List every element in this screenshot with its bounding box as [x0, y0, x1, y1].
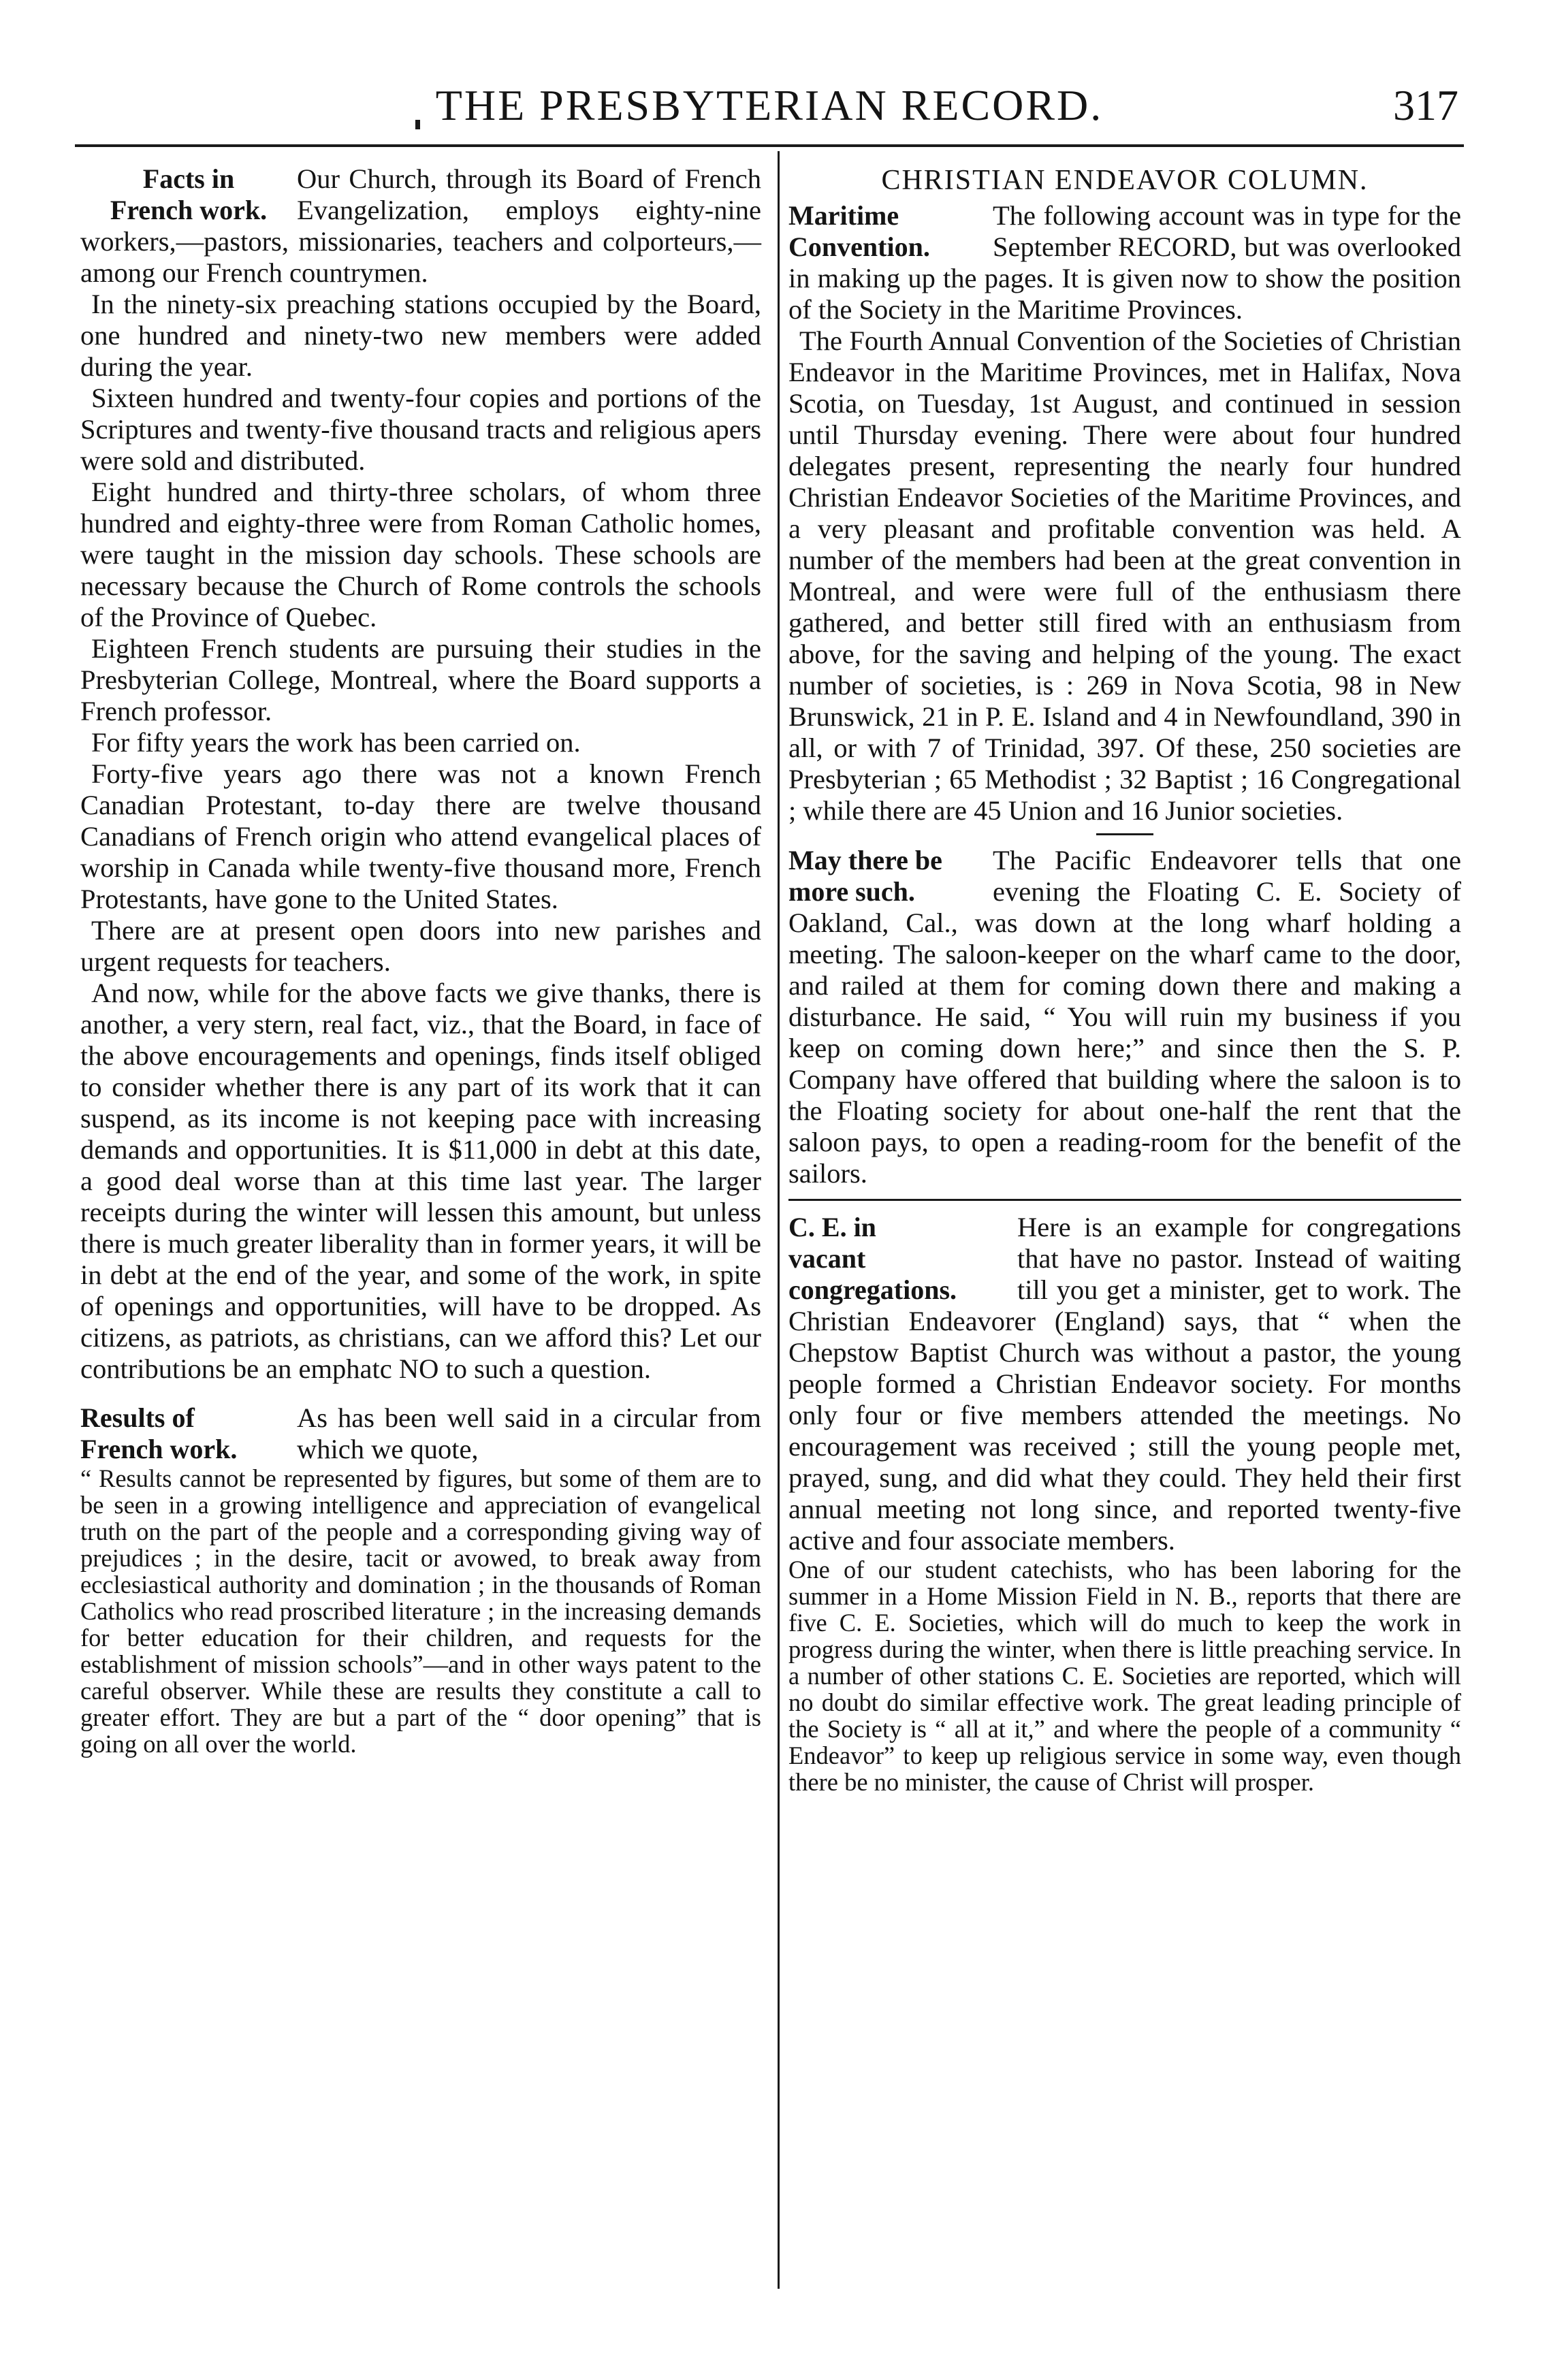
- page-number: 317: [1393, 81, 1458, 129]
- paragraph: The Fourth Annual Convention of the Societies of Christian Endeavor in the Maritime Provinces, met in Halifax, Nova Scotia, on Tuesday, 1st August, and continued in session until Thursday evening. There were about four hundred delegates present, representing the nearly four hundred Christian Endeavor Societies of the Maritime Provinces, and a very pleasant and profitable convention was held. A number of the members had been at the great convention in Montreal, and were were full of the enthusiasm there gathered, and better still fired with an enthusiasm from above, for the saving and helping of the young. The exact number of societies, is : 269 in Nova Scotia, 98 in New Brunswick, 21 in P. E. Island and 4 in Newfoundland, 390 in all, or with 7 of Trinidad, 397. Of these, 250 societies are Presbyterian ; 65 Methodist ; 32 Baptist ; 16 Congregational ; while there are 45 Union and 16 Junior societies.: [788, 325, 1461, 826]
- section-gap: [80, 1385, 761, 1402]
- side-heading: [788, 845, 993, 907]
- article-facts-in-french-work: [80, 163, 761, 1385]
- paragraph: There are at present open doors into new parishes and urgent requests for teachers.: [80, 915, 761, 977]
- side-heading: [80, 1402, 297, 1465]
- side-heading-line: French work.: [80, 1434, 238, 1464]
- paragraph: In the ninety-six preaching stations occupied by the Board, one hundred and ninety-two new members were added during the year.: [80, 289, 761, 382]
- article-may-there-be-more-such: [788, 845, 1461, 1189]
- article-results-of-french-work: [80, 1402, 761, 1757]
- left-column: [80, 163, 761, 1757]
- printer-mark: [415, 120, 420, 129]
- section-rule: [788, 1199, 1461, 1201]
- paragraph: And now, while for the above facts we give thanks, there is another, a very stern, real fact, viz., that the Board, in face of the above encouragements and openings, finds itself obliged to consider whether there is any part of its work that it can suspend, as its income is not keeping pace with increasing demands and opportunities. It is $11,000 in debt at this date, a good deal worse than at this time last year. The larger receipts during the winter will lessen this amount, but unless there is much greater liberality than in former years, it will be in debt at the end of the year, and some of the work, in spite of openings and opportunities, will have to be dropped. As citizens, as patriots, as christians, can we afford this? Let our contributions be an emphatc NO to such a question.: [80, 978, 761, 1384]
- column-divider: [778, 151, 780, 2289]
- paragraph: “ Results cannot be represented by figures, but some of them are to be seen in a growing intelligence and appreciation of evangelical truth on the part of the people and a corresponding giving way of prejudices ; in the desire, tacit or avowed, to break away from ecclesiastical authority and domination ; in the thousands of Roman Catholics who read proscribed literature ; in the increasing demands for better education for their children, and requests for the establishment of mission schools”—and in other ways patent to the careful observer. While these are results they constitute a call to greater effort. They are but a part of the “ door opening” that is going on all over the world.: [80, 1464, 761, 1758]
- paragraph: The following account was in type for the September RECORD, but was overlooked in making up the pages. It is given now to show the position of the Society in the Maritime Provinces.: [788, 200, 1461, 325]
- quoted-passage: [80, 1465, 761, 1757]
- paragraph: For fifty years the work has been carried on.: [91, 727, 581, 758]
- right-column: [788, 163, 1461, 1795]
- side-heading-line: Convention.: [788, 231, 930, 262]
- paragraph: Our Church, through its Board of French Evangelization, employs eighty-nine workers,—pastors, missionaries, teachers and colporteurs,—among our French countrymen.: [80, 163, 761, 288]
- side-heading: [788, 1212, 1017, 1306]
- paragraph: One of our student catechists, who has been laboring for the summer in a Home Mission Field in N. B., reports that there are five C. E. Societies, which will do much to keep the work in progress during the winter, when there is little preaching service. In a number of other stations C. E. Societies are reported, which will no doubt do similar effective work. The great leading principle of the Society is “ all at it,” and where the people of a community “ Endeavor” to keep up religious service in some way, even though there be no minister, the cause of Christ will prosper.: [788, 1556, 1461, 1796]
- column-heading: CHRISTIAN ENDEAVOR COLUMN.: [881, 165, 1369, 196]
- side-heading-line: more such.: [788, 876, 915, 907]
- paragraph: The Pacific Endeavorer tells that one evening the Floating C. E. Society of Oakland, Cal., was down at the long wharf holding a meeting. The saloon-keeper on the wharf came to the door, and railed at them for coming down there and making a disturbance. He said, “ You will ruin my business if you keep on coming down here;” and since then the S. P. Company have offered that building where the saloon is to the Floating society for about one-half the rent that the saloon pays, to open a reading-room for the benefit of the sailors.: [788, 845, 1461, 1189]
- article-ce-in-vacant-congregations: [788, 1212, 1461, 1795]
- side-heading-line: C. E. in: [788, 1212, 876, 1242]
- running-title: THE PRESBYTERIAN RECORD.: [435, 81, 1104, 129]
- side-heading: [788, 200, 993, 263]
- paragraph: Eight hundred and thirty-three scholars, of whom three hundred and eighty-three were from Roman Catholic homes, were taught in the mission day schools. These schools are necessary because the Church of Rome controls the schools of the Province of Quebec.: [80, 477, 761, 632]
- side-heading-line: French work.: [110, 195, 268, 225]
- small-print: [788, 1556, 1461, 1795]
- paragraph: Forty-five years ago there was not a known French Canadian Protestant, to-day there are twelve thousand Canadians of French origin who attend evangelical places of worship in Canada while twenty-five thousand more, French Protestants, have gone to the United States.: [80, 758, 761, 914]
- article-maritime-convention: [788, 200, 1461, 826]
- paragraph: As has been well said in a circular from which we quote,: [297, 1402, 761, 1464]
- side-heading-line: vacant congregations.: [788, 1243, 957, 1305]
- paragraph: Eighteen French students are pursuing their studies in the Presbyterian College, Montreal, where the Board supports a French professor.: [80, 633, 761, 726]
- page-header: [75, 76, 1464, 135]
- side-heading-line: Maritime: [788, 200, 899, 231]
- header-rule: [75, 144, 1464, 147]
- paragraph: Here is an example for congregations that have no pastor. Instead of waiting till you get a minister, get to work. The Christian Endeavorer (England) says, that “ when the Chepstow Baptist Church was without a pastor, the young people formed a Christian Endeavor society. For months only four or five members attended the meetings. No encouragement was received ; still the young people met, prayed, sung, and did what they could. They held their first annual meeting not long since, and reported twenty-five active and four associate members.: [788, 1212, 1461, 1556]
- section-rule: [1096, 833, 1153, 835]
- side-heading: [80, 163, 297, 226]
- side-heading-line: Facts in: [142, 163, 235, 194]
- side-heading-line: May there be: [788, 845, 942, 875]
- paragraph: Sixteen hundred and twenty-four copies and portions of the Scriptures and twenty-five thousand tracts and religious apers were sold and distributed.: [80, 383, 761, 476]
- side-heading-line: Results of: [80, 1402, 195, 1433]
